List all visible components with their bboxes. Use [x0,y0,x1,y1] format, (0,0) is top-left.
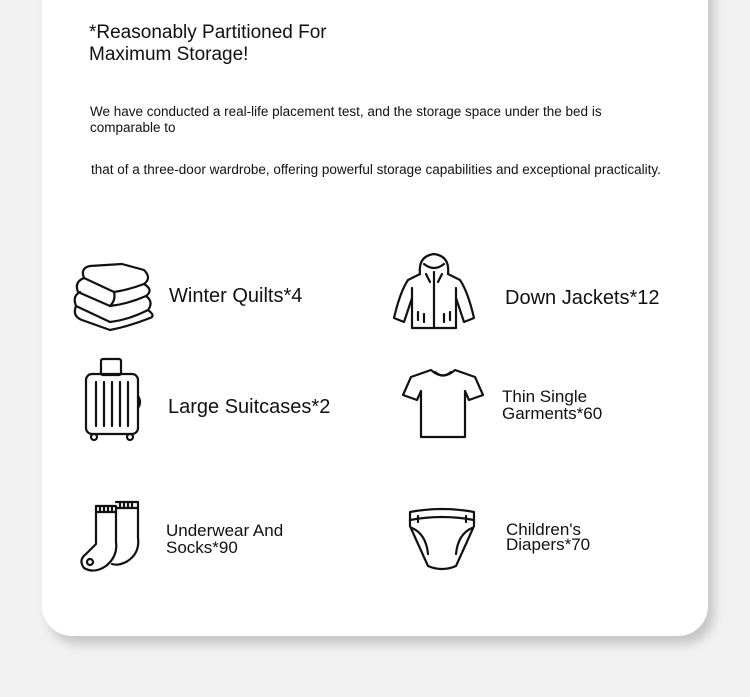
suitcase-icon [82,356,144,442]
winter-quilts-label: Winter Quilts*4 [169,285,303,307]
intro-paragraph-2: that of a three-door wardrobe, offering powerful storage capabilities and exceptional practicality. [91,162,661,177]
tshirt-icon [401,367,485,441]
underwear-socks-label: Underwear And Socks*90 [166,521,284,557]
large-suitcases-label: Large Suitcases*2 [168,396,331,418]
thin-garments-label: Thin Single Garments*60 [502,387,603,423]
socks-icon [78,498,144,574]
diapers-label: Children's Diapers*70 [506,520,591,554]
headline: *Reasonably Partitioned For Maximum Storage! [89,22,327,65]
quilt-icon [70,260,154,332]
intro-paragraph-1: We have conducted a real-life placement test, and the storage space under the bed is comparable to [90,104,602,135]
diaper-icon [406,504,478,574]
jacket-icon [390,252,480,330]
down-jackets-label: Down Jackets*12 [505,287,660,309]
